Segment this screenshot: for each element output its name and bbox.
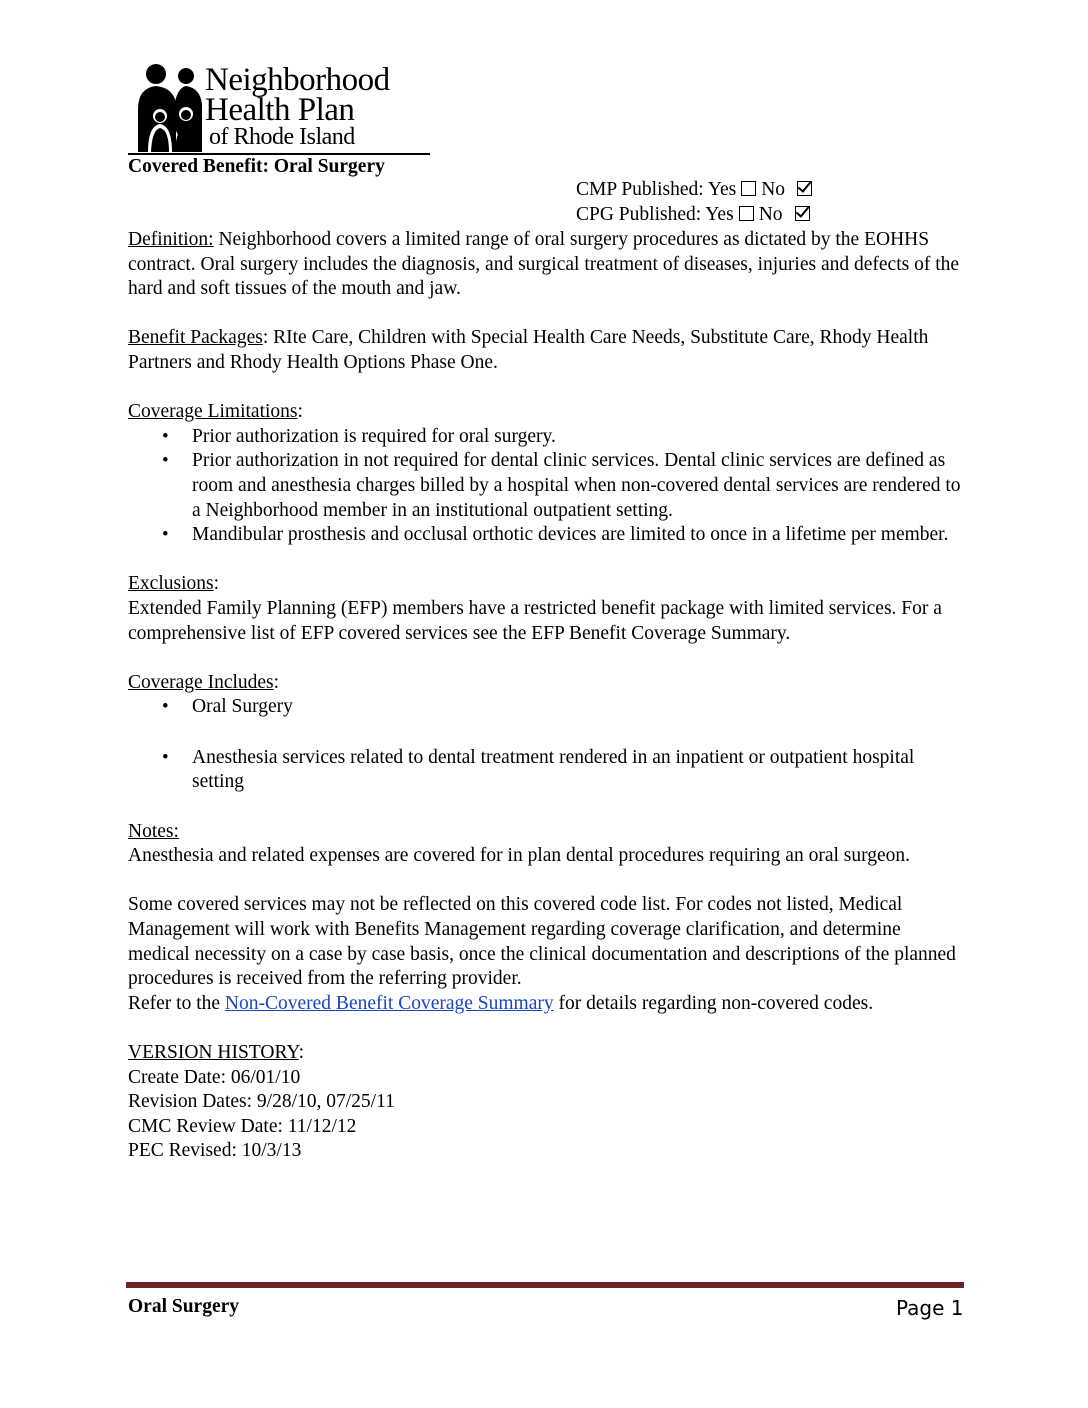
list-item: • Oral Surgery xyxy=(128,695,963,720)
family-silhouette-icon xyxy=(128,64,208,154)
non-covered-summary-link[interactable]: Non-Covered Benefit Coverage Summary xyxy=(224,992,554,1014)
pec-revised-date: PEC Revised: 10/3/13 xyxy=(128,1140,302,1162)
list-item: • Prior authorization in not required for dental clinic services. Dental clinic services are defined as room and anesthesia charges billed by a hospital when non-covered dental services are rendered to a Neighborhood member in an institutional outpatient setting. xyxy=(128,449,963,523)
exclusions-heading: Exclusions: xyxy=(128,573,220,595)
benefit-packages-label: Benefit Packages xyxy=(128,327,263,349)
list-item: • Mandibular prosthesis and occlusal orthotic devices are limited to once in a lifetime per member. xyxy=(128,523,963,548)
create-date: Create Date: 06/01/10 xyxy=(128,1066,301,1088)
notes-refer-line: Refer to the Non-Covered Benefit Coverage Summary for details regarding non-covered codes. xyxy=(128,992,874,1014)
exclusions-text: Extended Family Planning (EFP) members have a restricted benefit package with limited services. For a comprehensive list of EFP covered services see the EFP Benefit Coverage Summary. xyxy=(128,597,942,644)
list-item: • Prior authorization is required for oral surgery. xyxy=(128,425,963,450)
coverage-limitations-heading: Coverage Limitations: xyxy=(128,401,303,423)
revision-dates: Revision Dates: 9/28/10, 07/25/11 xyxy=(128,1091,395,1113)
coverage-includes-list xyxy=(128,695,963,795)
cpg-no-label: No xyxy=(758,204,783,225)
cpg-published-label: CPG Published: Yes xyxy=(576,204,734,225)
cpg-yes-checkbox[interactable] xyxy=(739,206,754,221)
notes-text-1: Anesthesia and related expenses are covered for in plan dental procedures requiring an oral surgeon. xyxy=(128,845,911,867)
notes-label: Notes: xyxy=(128,820,179,842)
coverage-includes-label: Coverage Includes xyxy=(128,671,274,693)
benefit-packages-text: : RIte Care, Children with Special Health Care Needs, Substitute Care, Rhody Health Partners and Rhody Health Options Phase One. xyxy=(128,327,929,373)
coverage-limitations-label: Coverage Limitations xyxy=(128,401,298,423)
footer-rule xyxy=(126,1282,964,1288)
logo-line-2: Health Plan xyxy=(205,92,355,128)
notes-heading xyxy=(128,820,963,845)
cmc-review-date: CMC Review Date: 11/12/12 xyxy=(128,1115,357,1137)
cmp-yes-checkbox[interactable] xyxy=(741,181,756,196)
benefit-packages-paragraph xyxy=(128,326,963,375)
version-history-heading: VERSION HISTORY: xyxy=(128,1042,305,1063)
document-body xyxy=(128,228,963,1164)
logo-line-3: of Rhode Island xyxy=(209,124,355,150)
notes-text-2: Some covered services may not be reflected on this covered code list. For codes not listed, Medical Management will work with Benefits Management regarding coverage clarification, and determine medical necessity on a case by case basis, once the clinical documentation and descriptions of the planned procedures is received from the referring provider. xyxy=(128,894,956,990)
cmp-no-label: No xyxy=(761,179,786,200)
cpg-no-checkbox-checked[interactable] xyxy=(795,206,810,221)
logo-rule xyxy=(128,153,430,155)
covered-benefit-title: Covered Benefit: Oral Surgery xyxy=(128,156,385,177)
page-number: Page 1 xyxy=(896,1296,964,1320)
footer-title: Oral Surgery xyxy=(128,1296,240,1317)
logo-line-1: Neighborhood xyxy=(205,62,390,98)
definition-text: Neighborhood covers a limited range of oral surgery procedures as dictated by the EOHHS contract. Oral surgery includes the diagnosis, and surgical treatment of diseases, injuries and defects of the hard and soft tissues of the mouth and jaw. xyxy=(128,229,960,300)
definition-paragraph xyxy=(128,228,963,302)
definition-label: Definition: xyxy=(128,229,214,250)
coverage-includes-heading: Coverage Includes: xyxy=(128,671,280,693)
cpg-published-row xyxy=(576,204,815,226)
coverage-limitations-list xyxy=(128,425,963,548)
list-item: • Anesthesia services related to dental treatment rendered in an inpatient or outpatient hospital setting xyxy=(128,746,963,795)
neighborhood-health-plan-logo xyxy=(128,64,438,156)
version-history-label: VERSION HISTORY xyxy=(128,1042,299,1063)
cmp-no-checkbox-checked[interactable] xyxy=(797,181,812,196)
cmp-published-label: CMP Published: Yes xyxy=(576,179,737,200)
cmp-published-row xyxy=(576,179,817,201)
exclusions-label: Exclusions xyxy=(128,573,214,595)
